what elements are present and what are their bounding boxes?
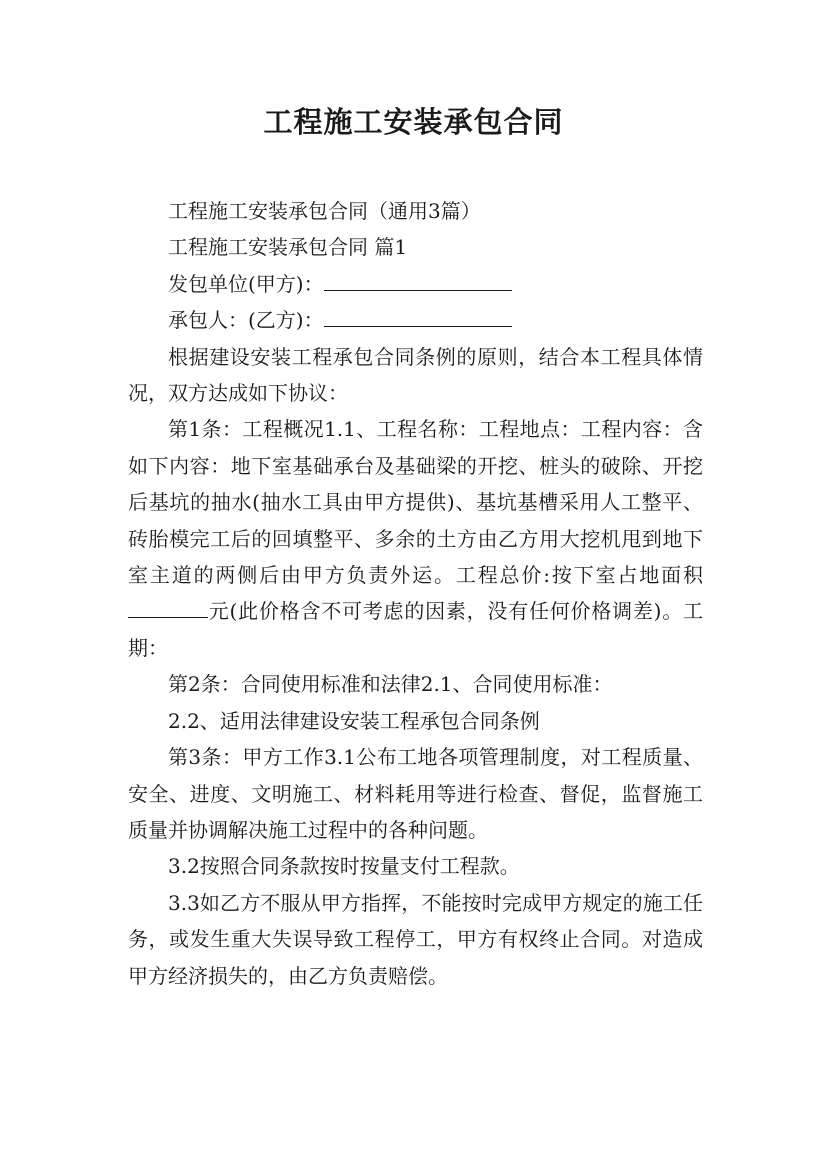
article3-2-paragraph: 3.2按照合同条款按时按量支付工程款。 (168, 854, 520, 879)
article3-paragraph: 第3条：甲方工作3.1公布工地各项管理制度，对工程质量、安全、进度、文明施工、材料耗用等进行检查、督促，监督施工质量并协调解决施工过程中的各种问题。 (128, 745, 703, 842)
party-b-line (128, 302, 703, 338)
subtitle-paragraph: 工程施工安装承包合同（通用3篇） (168, 199, 481, 223)
article3-3-paragraph: 3.3如乙方不服从甲方指挥，不能按时完成甲方规定的施工任务，或发生重大失误导致工程停工，甲方有权终止合同。对造成甲方经济损失的，由乙方负责赔偿。 (128, 890, 703, 988)
article2-paragraph: 第2条：合同使用标准和法律2.1、合同使用标准： (168, 672, 613, 697)
article2-2-paragraph: 2.2、适用法律建设安装工程承包合同条例 (168, 708, 540, 733)
party-a-line (128, 266, 703, 302)
party-b-label: 承包人：(乙方)： (168, 308, 324, 333)
price-blank (128, 595, 208, 618)
article1-paragraph (128, 411, 703, 666)
party-a-label: 发包单位(甲方)： (168, 271, 324, 296)
document-body (128, 193, 703, 994)
article1-text-part2: 元(此价格含不可考虑的因素，没有任何价格调差)。工期： (128, 599, 703, 660)
party-b-blank (324, 304, 512, 327)
article1-text-part1: 第1条：工程概况1.1、工程名称：工程地点：工程内容：含如下内容：地下室基础承台及基础梁的开挖、桩头的破除、开挖后基坑的抽水(抽水工具由甲方提供)、基坑基槽采用人工整平、砖胎模完工后的回填整平、多余的土方由乙方用大挖机甩到地下室主道的两侧后由甲方负责外运。工程总价:按下室占地面积 (128, 417, 703, 588)
part-heading-paragraph: 工程施工安装承包合同 篇1 (168, 235, 408, 260)
party-a-blank (324, 268, 512, 291)
document-title: 工程施工安装承包合同 (263, 105, 564, 139)
intro-paragraph: 根据建设安装工程承包合同条例的原则，结合本工程具体情况，双方达成如下协议： (128, 344, 703, 406)
